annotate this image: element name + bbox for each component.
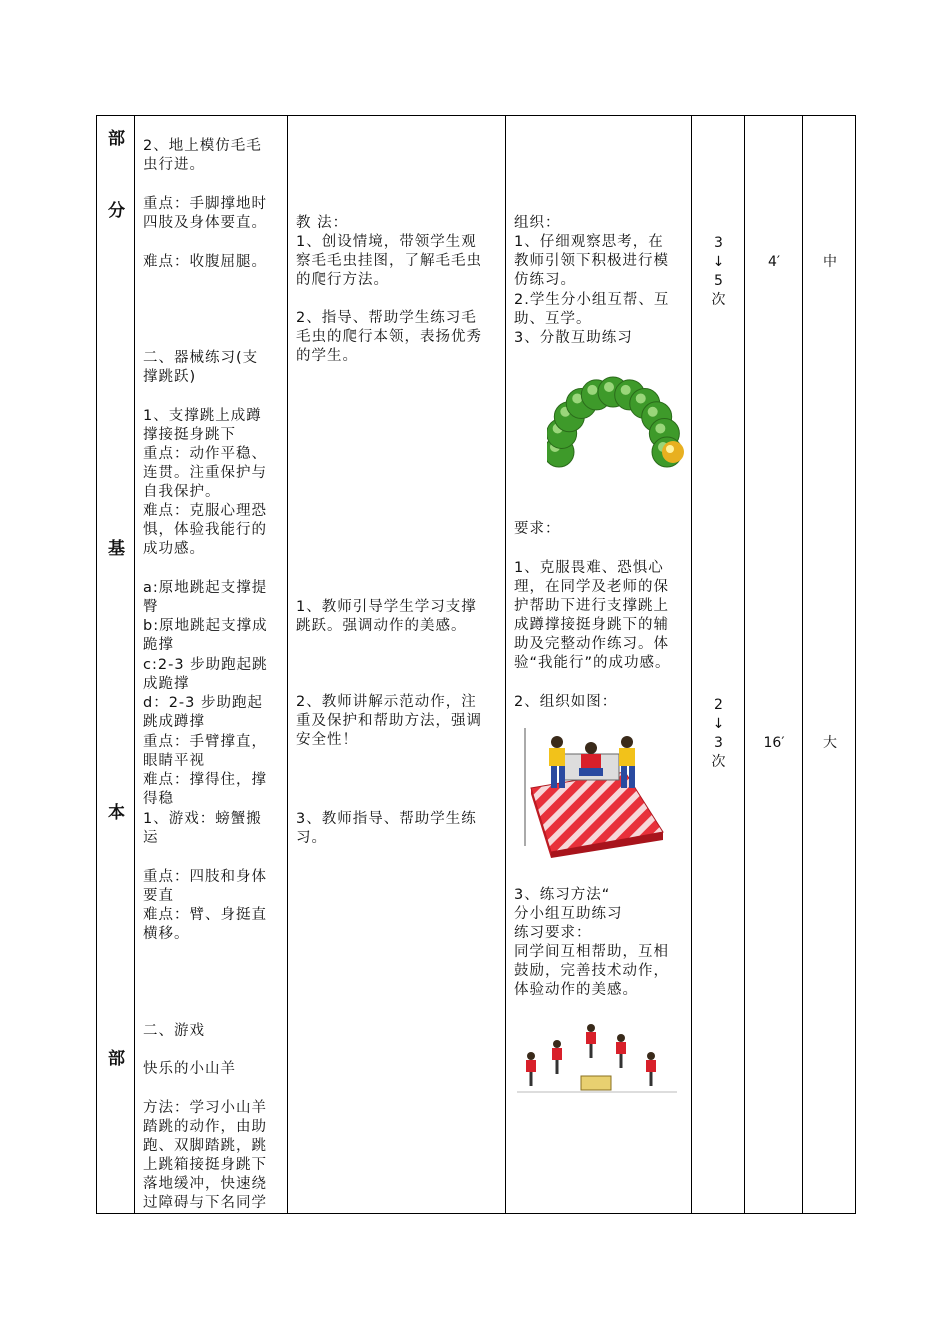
content-line: 重点：动作平稳、 [143, 446, 267, 462]
content-line: 落地缓冲，快速绕 [143, 1176, 267, 1192]
organize-line: 体验动作的美感。 [514, 982, 638, 998]
content-line: 难点：克服心理恐 [143, 503, 267, 519]
section-char: 基 [108, 539, 125, 559]
duration-cell: 16′ [763, 735, 785, 751]
content-line: 自我保护。 [143, 484, 221, 500]
content-line: 快乐的小山羊 [143, 1061, 236, 1077]
times-cell: 2 ↓ 3 次 [711, 697, 726, 770]
content-line: 二、游戏 [143, 1023, 205, 1039]
content-line: 难点：臂、身挺直 [143, 907, 267, 923]
content-line: 横移。 [143, 926, 190, 942]
teacher-line: 的学生。 [296, 348, 358, 364]
organize-line: 仿练习。 [514, 272, 576, 288]
content-line: 虫行进。 [143, 157, 205, 173]
teacher-line: 教 法： [296, 215, 349, 231]
content-line: 惧，体验我能行的 [143, 522, 267, 538]
content-line: 2、地上模仿毛毛 [143, 138, 262, 154]
duration-cell: 4′ [767, 254, 781, 270]
teacher-line: 察毛毛虫挂图，了解毛毛虫 [296, 253, 482, 269]
organize-line: 组织： [514, 215, 561, 231]
column-duration [745, 116, 803, 1213]
content-line: 上跳箱接挺身跳下 [143, 1157, 267, 1173]
times-cell: 3 ↓ 5 次 [711, 235, 726, 308]
teacher-line: 1、创设情境，带领学生观 [296, 234, 477, 250]
content-line: 撑接挺身跳下 [143, 427, 236, 443]
intensity-cell: 大 [823, 735, 837, 751]
teacher-line: 的爬行方法。 [296, 272, 389, 288]
organize-line: 分小组互助练习 [514, 906, 623, 922]
content-line: 踏跳的动作，由助 [143, 1119, 267, 1135]
section-char: 分 [108, 201, 125, 221]
content-line: 臀 [143, 599, 159, 615]
teacher-line: 1、教师引导学生学习支撑 [296, 599, 477, 615]
content-line: 跳成蹲撑 [143, 714, 205, 730]
content-line: 运 [143, 830, 159, 846]
content-line: 跑、双脚踏跳，跳 [143, 1138, 267, 1154]
organize-line: 助、互学。 [514, 311, 592, 327]
organize-line: 助及完整动作练习。体 [514, 636, 669, 652]
organize-line: 鼓励，完善技术动作， [514, 963, 669, 979]
content-line: 重点：手臂撑直， [143, 734, 267, 750]
content-line: 跪撑 [143, 637, 174, 653]
teacher-line: 2、教师讲解示范动作，注 [296, 694, 477, 710]
organize-line: 3、分散互助练习 [514, 330, 633, 346]
teacher-line: 跳跃。强调动作的美感。 [296, 618, 467, 634]
content-line: 得稳 [143, 791, 174, 807]
organize-line: 同学间互相帮助，互相 [514, 944, 669, 960]
organize-line: 验“我能行”的成功感。 [514, 655, 671, 671]
organize-line: 3、练习方法“ [514, 887, 611, 903]
organize-line: 理，在同学及老师的保 [514, 579, 669, 595]
content-line: 连贯。注重保护与 [143, 465, 267, 481]
teacher-line: 安全性！ [296, 732, 358, 748]
content-line: 眼睛平视 [143, 753, 205, 769]
section-char: 本 [108, 803, 125, 823]
content-line: 难点：收腹屈腿。 [143, 254, 267, 270]
organize-line: 成蹲撑接挺身跳下的辅 [514, 617, 669, 633]
content-line: 四肢及身体要直。 [143, 215, 267, 231]
organize-line: 2.学生分小组互帮、互 [514, 292, 670, 308]
content-line: 成跪撑 [143, 676, 190, 692]
section-char: 部 [108, 1049, 125, 1069]
content-line: 1、游戏：螃蟹搬 [143, 811, 262, 827]
organize-line: 1、克服畏难、恐惧心 [514, 560, 664, 576]
content-line: 过障碍与下名同学 [143, 1195, 267, 1211]
teacher-line: 毛虫的爬行本领，表扬优秀 [296, 329, 482, 345]
content-line: 要直 [143, 888, 174, 904]
teacher-line: 2、指导、帮助学生练习毛 [296, 310, 477, 326]
content-line: 1、支撑跳上成蹲 [143, 408, 262, 424]
organize-line: 1、仔细观察思考，在 [514, 234, 664, 250]
teacher-line: 3、教师指导、帮助学生练 [296, 811, 477, 827]
content-line: 重点：手脚撑地时 [143, 196, 267, 212]
organize-line: 练习要求： [514, 925, 592, 941]
lesson-plan-table [96, 115, 856, 1214]
organize-line: 护帮助下进行支撑跳上 [514, 598, 669, 614]
content-line: 重点：四肢和身体 [143, 869, 267, 885]
content-line: 二、器械练习(支 [143, 350, 259, 366]
vault-jump-illustration [517, 1016, 677, 1096]
content-line: 撑跳跃) [143, 369, 197, 385]
organize-line: 教师引领下积极进行模 [514, 253, 669, 269]
content-line: 方法：学习小山羊 [143, 1100, 267, 1116]
intensity-cell: 中 [823, 254, 837, 270]
content-line: 难点：撑得住，撑 [143, 772, 267, 788]
mat-spotting-illustration [521, 728, 671, 858]
content-line: a:原地跳起支撑提 [143, 580, 268, 596]
teacher-line: 重及保护和帮助方法，强调 [296, 713, 482, 729]
section-char: 部 [108, 129, 125, 149]
caterpillar-illustration [547, 374, 689, 470]
organize-line: 要求： [514, 521, 561, 537]
organize-line: 2、组织如图： [514, 694, 618, 710]
content-line: c:2-3 步助跑起跳 [143, 657, 268, 673]
content-line: d：2-3 步助跑起 [143, 695, 263, 711]
content-line: b:原地跳起支撑成 [143, 618, 268, 634]
content-line: 成功感。 [143, 541, 205, 557]
teacher-line: 习。 [296, 830, 327, 846]
